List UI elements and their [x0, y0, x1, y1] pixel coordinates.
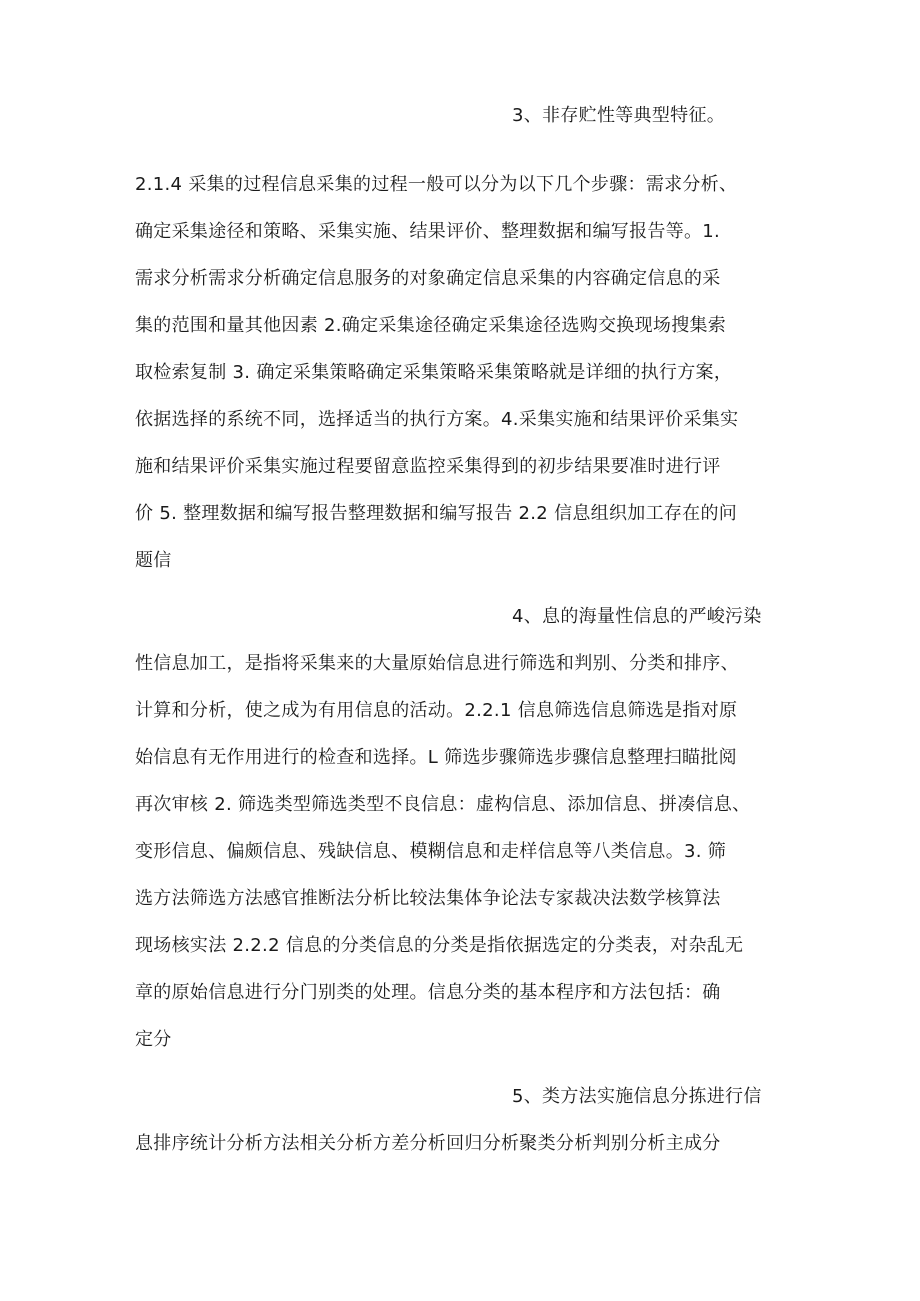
- item-5-line: 5、类方法实施信息分拣进行信: [512, 1086, 762, 1107]
- item-4-line: 4、息的海量性信息的严峻污染: [512, 606, 762, 627]
- paragraph-line: 性信息加工，是指将采集来的大量原始信息进行筛选和判别、分类和排序、: [135, 653, 739, 674]
- paragraph-line: 价 5. 整理数据和编写报告整理数据和编写报告 2.2 信息组织加工存在的问: [135, 503, 738, 524]
- paragraph-line: 需求分析需求分析确定信息服务的对象确定信息采集的内容确定信息的采: [135, 268, 721, 289]
- paragraph-line: 计算和分析，使之成为有用信息的活动。2.2.1 信息筛选信息筛选是指对原: [135, 700, 738, 721]
- paragraph-line: 施和结果评价采集实施过程要留意监控采集得到的初步结果要准时进行评: [135, 456, 721, 477]
- paragraph-line: 确定采集途径和策略、采集实施、结果评价、整理数据和编写报告等。1.: [135, 221, 721, 242]
- item-3-line: 3、非存贮性等典型特征。: [512, 105, 726, 126]
- paragraph-line: 依据选择的系统不同，选择适当的执行方案。4.采集实施和结果评价采集实: [135, 409, 739, 430]
- paragraph-line: 集的范围和量其他因素 2.确定采集途径确定采集途径选购交换现场搜集索: [135, 315, 727, 336]
- paragraph-line: 章的原始信息进行分门别类的处理。信息分类的基本程序和方法包括：确: [135, 982, 721, 1003]
- paragraph-line: 息排序统计分析方法相关分析方差分析回归分析聚类分析判别分析主成分: [135, 1133, 721, 1154]
- paragraph-line: 现场核实法 2.2.2 信息的分类信息的分类是指依据选定的分类表，对杂乱无: [135, 935, 744, 956]
- paragraph-line: 始信息有无作用进行的检查和选择。L 筛选步骤筛选步骤信息整理扫瞄批阅: [135, 747, 737, 768]
- paragraph-line: 题信: [135, 550, 172, 571]
- paragraph-line: 2.1.4 采集的过程信息采集的过程一般可以分为以下几个步骤：需求分析、: [135, 174, 738, 195]
- paragraph-line: 变形信息、偏颇信息、残缺信息、模糊信息和走样信息等八类信息。3. 筛: [135, 841, 727, 862]
- paragraph-line: 取检索复制 3. 确定采集策略确定采集策略采集策略就是详细的执行方案，: [135, 362, 733, 383]
- paragraph-line: 选方法筛选方法感官推断法分析比较法集体争论法专家裁决法数学核算法: [135, 888, 721, 909]
- paragraph-line: 再次审核 2. 筛选类型筛选类型不良信息：虚构信息、添加信息、拼凑信息、: [135, 794, 751, 815]
- paragraph-line: 定分: [135, 1029, 172, 1050]
